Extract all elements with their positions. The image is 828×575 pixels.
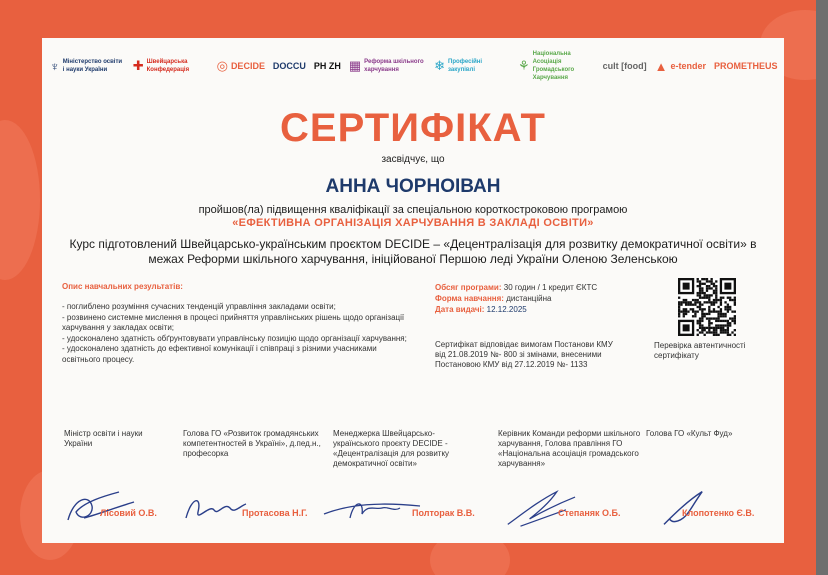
outcome-item: - удосконалено здатність до ефективної комунікації і співпраці з різними учасниками освітнього процесу. xyxy=(62,344,377,364)
partner-logo xyxy=(603,62,647,70)
grid-icon: ▦ xyxy=(348,58,362,73)
swiss-cross-icon: ✚ xyxy=(132,58,144,73)
signatory-name: Протасова Н.Г. xyxy=(242,508,308,518)
partner-logo xyxy=(314,62,341,70)
partner-logos xyxy=(50,48,776,84)
signatory-position: Менеджерка Швейцарсько-українського проєкту DECIDE - «Децентралізація для розвитку демократичної освіти» xyxy=(333,429,450,468)
partner-logo xyxy=(217,58,265,74)
outcome-item: - поглиблено розуміння сучасних тенденцій управління закладами освіти; xyxy=(62,302,336,311)
signatory-name: Полторак В.В. xyxy=(412,508,475,518)
signatory-name: Лісовий О.В. xyxy=(100,508,157,518)
completed-text: пройшов(ла) підвищення кваліфікації за спеціальною короткостроковою програмою xyxy=(198,204,628,216)
partner-logo-name: DECIDE xyxy=(230,61,265,71)
signatory-position: Голова ГО «Розвиток громадянських компетентностей в Україні», д.пед.н., професорка xyxy=(183,429,321,458)
signatory-name: Клопотенко Є.В. xyxy=(682,508,755,518)
decor-shape xyxy=(0,120,40,280)
signature-protasova xyxy=(180,488,250,528)
partner-logo xyxy=(133,58,209,74)
signatory-position: Міністр освіти і науки України xyxy=(64,429,143,448)
signatory-position: Голова ГО «Культ Фуд» xyxy=(646,429,733,438)
leaf-icon: ⚘ xyxy=(518,58,530,73)
recipient-name: АННА ЧОРНОІВАН xyxy=(325,176,501,197)
partner-logo-name: PH ZH xyxy=(313,61,341,71)
volume-label: Обсяг програми: xyxy=(435,283,502,292)
partner-logo xyxy=(655,59,706,74)
partner-logo xyxy=(714,62,776,70)
qr-code[interactable] xyxy=(678,278,736,336)
outcomes-list xyxy=(62,302,412,365)
page-edge xyxy=(816,0,828,575)
partner-logo-name: DOCCU xyxy=(272,61,306,71)
course-description: Курс підготовлений Швейцарсько-українським проєктом DECIDE – «Децентралізація для розвитку демократичної освіти» в межах Реформи шкільного харчування, ініційованої Першою леді України Оленою Зеленською xyxy=(69,237,757,266)
partner-logo xyxy=(434,58,510,74)
certificate-title: СЕРТИФІКАТ xyxy=(280,106,546,150)
signatory-position: Керівник Команди реформи шкільного харчування, Голова правління ГО «Національна асоціація громадського харчування» xyxy=(498,429,641,468)
partner-logo-name: cult [food] xyxy=(602,61,647,71)
partner-logo-name: Національна Асоціація Громадського Харчування xyxy=(532,51,575,81)
triangle-icon: ▲ xyxy=(654,58,668,74)
form-value: дистанційна xyxy=(506,294,552,303)
volume-value: 30 годин / 1 кредит ЄКТС xyxy=(503,283,598,292)
partner-logo-name: e-tender xyxy=(670,61,706,71)
date-label: Дата видачі: xyxy=(435,305,485,314)
trident-icon: ♆ xyxy=(50,58,60,74)
partner-logo xyxy=(273,62,306,70)
date-value: 12.12.2025 xyxy=(486,305,527,314)
certificate-card xyxy=(42,38,784,543)
partner-logo xyxy=(349,58,426,74)
snowflake-icon: ❄ xyxy=(434,58,446,73)
compliance-note: Сертифікат відповідає вимогам Постанови КМУ від 21.08.2019 №- 800 зі змінами, внесеними Постановою КМУ від 27.12.2019 №- 1133 xyxy=(435,340,613,369)
partner-logo-name: Швейцарська Конфедерація xyxy=(146,59,190,73)
signatory-name: Степаняк О.Б. xyxy=(558,508,621,518)
program-meta xyxy=(435,282,597,315)
outcome-item: - розвинено системне мислення в процесі прийняття управлінських рішень щодо організації харчування у закладах освіти; xyxy=(62,312,405,332)
partner-logo-name: Міністерство освіти і науки України xyxy=(62,59,123,73)
outcomes-heading: Опис навчальних результатів: xyxy=(62,282,183,291)
partner-logo xyxy=(50,58,125,74)
partner-logo-name: Реформа шкільного харчування xyxy=(364,59,424,73)
form-label: Форма навчання: xyxy=(435,294,504,303)
target-icon: ◎ xyxy=(216,58,228,73)
partner-logo-name: PROMETHEUS xyxy=(713,61,778,71)
certifies-text: засвідчує, що xyxy=(381,154,445,165)
program-title: «ЕФЕКТИВНА ОРГАНІЗАЦІЯ ХАРЧУВАННЯ В ЗАКЛАДІ ОСВІТИ» xyxy=(232,217,594,229)
partner-logo xyxy=(518,50,595,82)
outcome-item: - удосконалено здатність обґрунтовувати управлінську позицію щодо організації харчування; xyxy=(62,333,407,343)
partner-logo-name: Професійні закупівлі xyxy=(448,59,483,73)
qr-label: Перевірка автентичності сертифікату xyxy=(654,341,746,360)
